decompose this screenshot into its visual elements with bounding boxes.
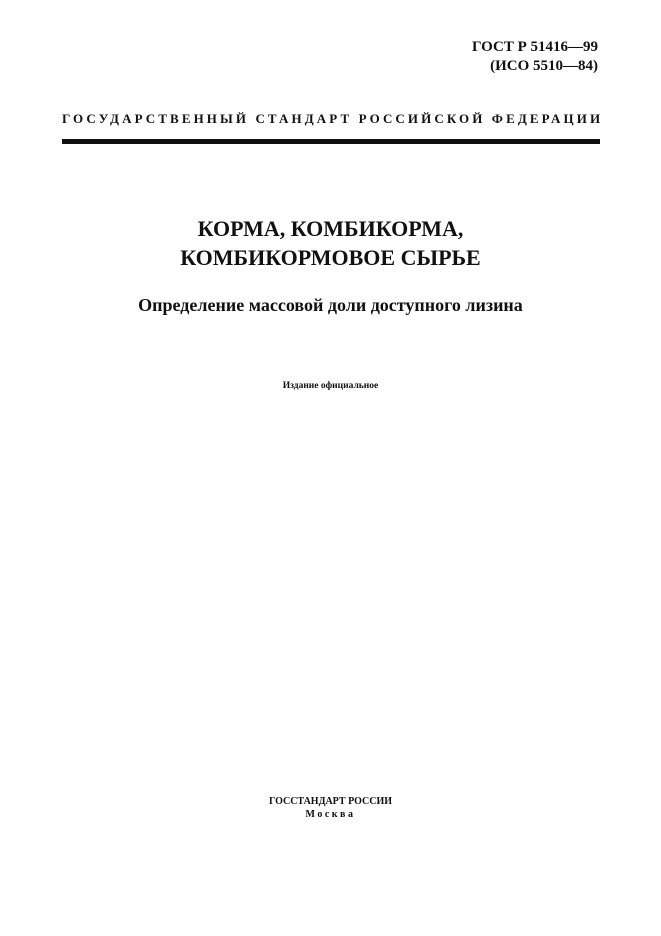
standard-number: ГОСТ Р 51416—99 [471,39,598,55]
edition-label: Издание официальное [282,381,379,391]
title-line-1: КОРМА, КОМБИКОРМА, [197,216,464,241]
state-standard-heading: ГОСУДАРСТВЕННЫЙ СТАНДАРТ РОССИЙСКОЙ ФЕДЕРАЦИИ [62,111,604,126]
title-line-2: КОМБИКОРМОВОЕ СЫРЬЕ [180,245,481,270]
document-subtitle: Определение массовой доли доступного лизина [138,295,523,315]
document-codes [472,38,598,76]
publisher-city: Москва [305,809,356,820]
publisher-name: ГОССТАНДАРТ РОССИИ [268,796,393,807]
document-title [0,214,661,272]
heading-divider [62,139,600,144]
publisher-block [0,795,661,821]
iso-reference: (ИСО 5510—84) [490,58,598,74]
